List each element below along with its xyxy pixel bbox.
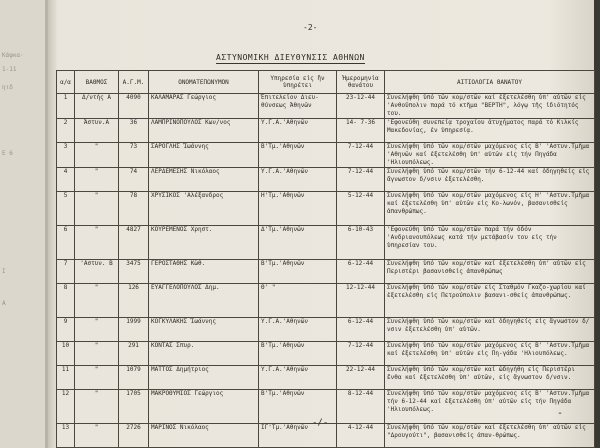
rank-cell: " [75, 318, 119, 342]
table-body [57, 94, 595, 448]
agm-cell: 3475 [119, 260, 149, 284]
page-number: -2- [303, 23, 318, 32]
rank-cell: " [75, 390, 119, 424]
name-cell: ΓΕΡΟΣΤΑΘΗΣ Κὼθ. [149, 260, 259, 284]
name-cell: ΚΟΝΤΑΣ Σπυρ. [149, 342, 259, 366]
date-cell: 7-12-44 [337, 342, 385, 366]
row-number: 8 [57, 284, 75, 318]
cause-cell: Συνελήφθη ὑπό τῶν κομ/στῶν καί ἐξετελέσθη ὑπ' αὐτῶν εἰς 'Ανθοῦπολιν παρά τό κτῆμα "ΒΕΡΤΗ", λόγῳ τῆς ἰδιότητός του. [385, 94, 595, 119]
cause-cell: Συνελήφθη ὑπό τῶν κομ/στῶν τήν 6-12-44 καί ὁδηγηθείς εἰς ἄγνωστον δ/νσιν ἐξετελέσθη. [385, 168, 595, 192]
row-number: 5 [57, 192, 75, 226]
service-cell: Β'Τμ.'Αθηνῶν [259, 342, 337, 366]
cause-cell: Συνελήφθη ὑπό τῶν κομ/στῶν μαχόμενος εἰς Β' 'Αστυν.Τμῆμα 'Αθηνῶν καί ἐξετελέσθη ὑπ' αὐτῶν εἰς τήν Πηγάδα 'Ηλιουπόλεως. [385, 143, 595, 168]
name-cell: ΧΡΥΣΙΚΟΣ 'Αλέξανδρος [149, 192, 259, 226]
column-header: α/α [57, 71, 75, 94]
cause-cell: Συνελήφθη ὑπό τῶν κομ/στῶν καί ἐξετελέσθη ὑπ' αὐτῶν εἰς Περιστέρι βασανισθείς ἀπανθρώπως [385, 260, 595, 284]
underlying-page [0, 0, 48, 448]
rank-cell: " [75, 284, 119, 318]
cause-cell: Συνελήφθη ὑπό τῶν κομ/στῶν εἰς Σταθμόν Γκαζο-χωρίου καί ἐξετελέσθη εἰς Πετρούπολιν βασανι-σθείς ἀπανθρώπως. [385, 284, 595, 318]
date-cell: 5-12-44 [337, 192, 385, 226]
table-row [57, 119, 595, 143]
service-cell: Υ.Γ.Α.'Αθηνῶν [259, 318, 337, 342]
table-row [57, 318, 595, 342]
agm-cell: 36 [119, 119, 149, 143]
ghost-text: Α [2, 300, 6, 307]
cause-cell: 'Εφονεύθη ὑπό τῶν κομ/στῶν παρά τήν ὁδόν 'Ανδριανουπόλεως κατά τήν μετάβασίν του εἰς τήν ὑπηρεσίαν του. [385, 226, 595, 260]
name-cell: ΚΟΥΡΕΜΕΝΟΣ Χρηστ. [149, 226, 259, 260]
agm-cell: 2726 [119, 424, 149, 448]
document-page [48, 0, 594, 448]
service-cell: Β'Τμ.'Αθηνῶν [259, 390, 337, 424]
name-cell: ΕΥΑΓΓΕΛΟΠΟΥΛΟΣ Δημ. [149, 284, 259, 318]
name-cell: ΛΑΜΠΡΙΝΟΠΟΥΛΟΣ Κων/νος [149, 119, 259, 143]
row-number: 12 [57, 390, 75, 424]
agm-cell: 1705 [119, 390, 149, 424]
name-cell: ΚΟΓΚΥΛΑΚΗΣ Ἰωάννης [149, 318, 259, 342]
page-end-mark: - [557, 408, 564, 419]
ghost-text: Ε 6 [2, 150, 13, 157]
name-cell: ΛΕΡΔΕΜΕΣΗΣ Νικόλαος [149, 168, 259, 192]
table-row [57, 284, 595, 318]
row-number: 3 [57, 143, 75, 168]
column-header: ΒΑΘΜΟΣ [75, 71, 119, 94]
service-cell: Η'Τμ.'Αθηνῶν [259, 192, 337, 226]
agm-cell: 4827 [119, 226, 149, 260]
row-number: 10 [57, 342, 75, 366]
agm-cell: 4090 [119, 94, 149, 119]
document-heading: ΑΣΤΥΝΟΜΙΚΗ ΔΙΕΥΘΥΝΣΙΣ ΑΘΗΝΩΝ [216, 53, 365, 62]
agm-cell: 1999 [119, 318, 149, 342]
row-number: 2 [57, 119, 75, 143]
service-cell: Ἐπιτελεῖον Διευ-θύνσεως Ἀθηνῶν [259, 94, 337, 119]
service-cell: Υ.Γ.Α.'Αθηνῶν [259, 168, 337, 192]
table-row [57, 143, 595, 168]
row-number: 4 [57, 168, 75, 192]
row-number: 9 [57, 318, 75, 342]
ghost-text: 1-11 [2, 66, 17, 73]
column-header: ΑΙΤΙΟΛΟΓΙΑ ΘΑΝΑΤΟΥ [385, 71, 595, 94]
rank-cell: " [75, 226, 119, 260]
date-cell: 7-12-44 [337, 143, 385, 168]
date-cell: 22-12-44 [337, 366, 385, 390]
table-row [57, 168, 595, 192]
cause-cell: Συνελήφθη ὑπό τῶν κομ/στῶν μαχόμενος εἰς Β' 'Αστυν.Τμῆμα τήν 6-12-44 καί ἐξετελέσθη ὑπ' αὐτῶν εἰς τήν Πηγάδα 'Ηλιουπόλεως. [385, 390, 595, 424]
ghost-text: ηιδ [2, 84, 13, 91]
service-cell: Β'Τμ.'Αθηνῶν [259, 260, 337, 284]
name-cell: ΜΑΡΙΝΟΣ Νικόλαος [149, 424, 259, 448]
date-cell: 6-12-44 [337, 318, 385, 342]
agm-cell: 291 [119, 342, 149, 366]
cause-cell: Συνελήφθη ὑπό τῶν κομ/στῶν καί ὡδηγήθη εἰς Περιστέρι ἔνθα καί ἐξετελέσθη ὑπ' αὐτῶν, εἰς ἄγνωστον δ/νσιν. [385, 366, 595, 390]
rank-cell: " [75, 143, 119, 168]
row-number: 13 [57, 424, 75, 448]
date-cell: 7-12-44 [337, 168, 385, 192]
table-row [57, 342, 595, 366]
service-cell: Β'Τμ.'Αθηνῶν [259, 143, 337, 168]
cause-cell: Συνελήφθη ὑπό τῶν κομ/στῶν καί ἐξετελέσθη ὑπ' αὐτῶν εἰς "Δρουγούτι", βασανισθείς ἀπαν-θρώπως. [385, 424, 595, 448]
continuation-mark: -/- [312, 418, 329, 428]
row-number: 1 [57, 94, 75, 119]
date-cell: 12-12-44 [337, 284, 385, 318]
service-cell: Δ'Τμ.'Αθηνῶν [259, 226, 337, 260]
name-cell: ΣΑΡΟΓΛΗΣ Ἰωάννης [149, 143, 259, 168]
date-cell: 4-12-44 [337, 424, 385, 448]
row-number: 11 [57, 366, 75, 390]
agm-cell: 78 [119, 192, 149, 226]
date-cell: 23-12-44 [337, 94, 385, 119]
service-cell: Υ.Γ.Α.'Αθηνῶν [259, 119, 337, 143]
column-header: ΟΝΟΜΑΤΕΠΩΝΥΜΟΝ [149, 71, 259, 94]
table-header-row [57, 71, 595, 94]
rank-cell: Δ/ντής Α [75, 94, 119, 119]
rank-cell: " [75, 342, 119, 366]
agm-cell: 74 [119, 168, 149, 192]
rank-cell: " [75, 192, 119, 226]
table-row [57, 260, 595, 284]
rank-cell: Ἀστυν.Α [75, 119, 119, 143]
date-cell: 8-12-44 [337, 390, 385, 424]
rank-cell: 'Αστυν. Β [75, 260, 119, 284]
name-cell: ΚΑΛΑΜΑΡΑΣ Γεώργιος [149, 94, 259, 119]
agm-cell: 1079 [119, 366, 149, 390]
cause-cell: Συνελήφθη ὑπό τῶν κομ/στῶν μαχόμενος εἰς Β' 'Αστυν.Τμῆμα καί ἐξετελέσθη ὑπ' αὐτῶν εἰς Πη-γάδα 'Ηλιουπόλεως. [385, 342, 595, 366]
service-cell: ΙΓ'Τμ.'Αθηνῶν [259, 424, 337, 448]
agm-cell: 126 [119, 284, 149, 318]
name-cell: ΜΑΤΤΟΣ Δημήτριος [149, 366, 259, 390]
service-cell: Θ' " [259, 284, 337, 318]
column-header: Ἡμερομηνία θανάτου [337, 71, 385, 94]
table-row [57, 366, 595, 390]
ghost-text: Ι [2, 268, 6, 275]
ghost-text: Κάφκα· [2, 52, 24, 59]
service-cell: Υ.Γ.Α.'Αθηνῶν [259, 366, 337, 390]
cause-cell: Συνελήφθη ὑπό τῶν κομ/στῶν καί ὁδηγηθείς εἰς ἄγνωστον δ/νσιν ἐξετελέσθη ὑπ' αὐτῶν. [385, 318, 595, 342]
cause-cell: Συνελήφθη ὑπό τῶν κομ/στῶν μαχόμενος εἰς Η' 'Αστυν.Τμῆμα καί ἐξετελέσθη ὑπ' αὐτῶν εἰς Κο-λωνόν, βασανισθείς ἀπανθρώπως. [385, 192, 595, 226]
agm-cell: 73 [119, 143, 149, 168]
date-cell: 6-12-44 [337, 260, 385, 284]
column-header: Υπηρεσία εἰς ἣν ὑπηρέτει [259, 71, 337, 94]
casualty-table [56, 70, 595, 448]
table-row [57, 192, 595, 226]
column-header: Α.Γ.Μ. [119, 71, 149, 94]
cause-cell: 'Εφονεύθη συνεπείᾳ τροχαίου ἀτυχήματος παρά τό Κιλκίς Μακεδονίας, ἐν ὑπηρεσίᾳ. [385, 119, 595, 143]
row-number: 6 [57, 226, 75, 260]
rank-cell: " [75, 168, 119, 192]
table-row [57, 94, 595, 119]
date-cell: 14- 7-36 [337, 119, 385, 143]
name-cell: ΜΑΚΡΟΘΥΜΙΟΣ Γεώργιος [149, 390, 259, 424]
row-number: 7 [57, 260, 75, 284]
date-cell: 6-10-43 [337, 226, 385, 260]
rank-cell: " [75, 366, 119, 390]
rank-cell: " [75, 424, 119, 448]
table-row [57, 226, 595, 260]
